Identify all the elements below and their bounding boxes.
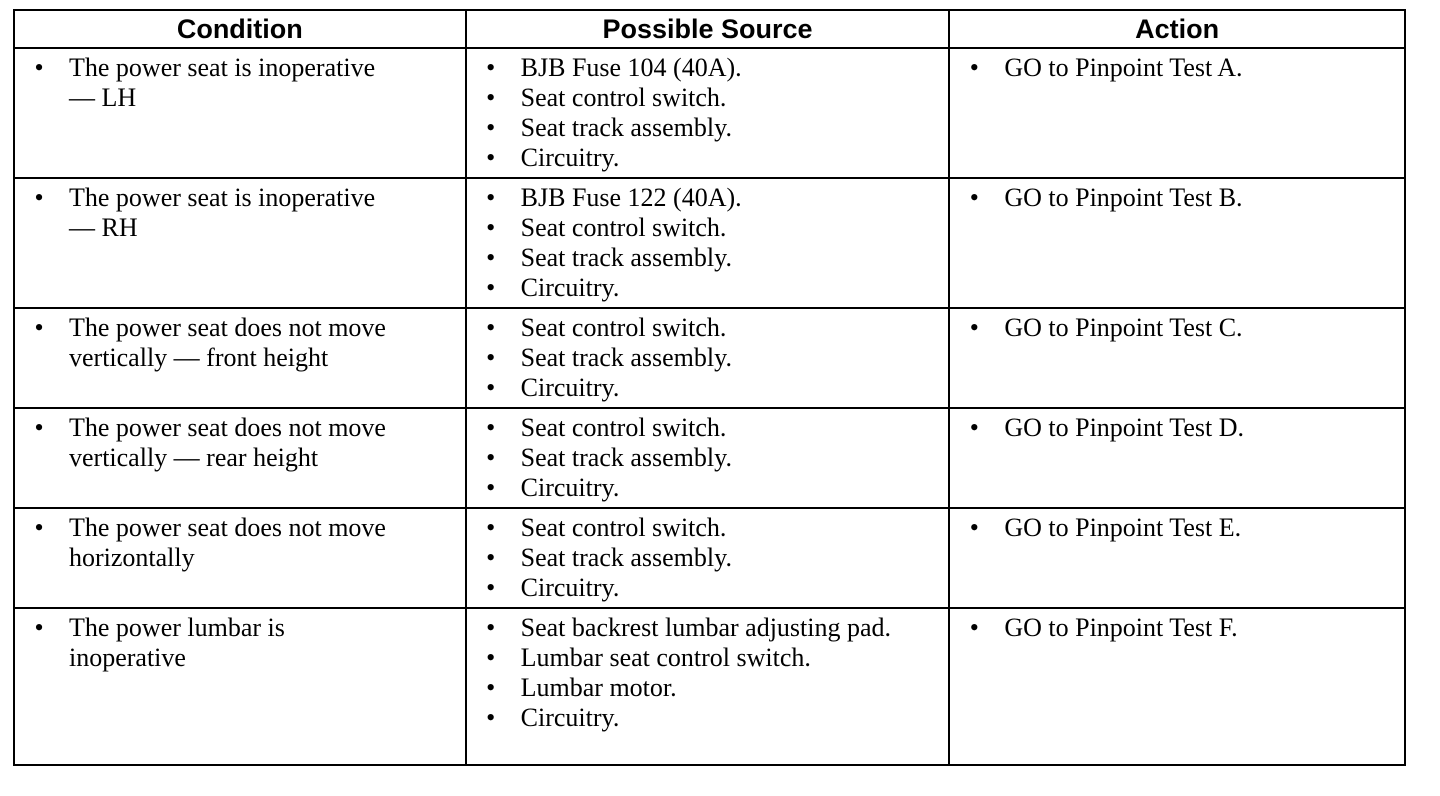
source-text: Lumbar motor. [520,673,677,702]
action-cell [949,178,1405,308]
bullet-icon: • [486,473,496,502]
action-text: GO to Pinpoint Test E. [1004,513,1242,542]
source-item [467,243,949,273]
bullet-icon: • [486,413,496,442]
bullet-icon: • [486,213,496,242]
source-text: Seat track assembly. [520,443,732,472]
source-text: Circuitry. [520,143,620,172]
source-item [467,313,949,343]
source-text: Seat control switch. [520,513,727,542]
bullet-icon: • [969,53,979,82]
action-text: GO to Pinpoint Test F. [1004,613,1238,642]
source-text: Seat control switch. [520,413,727,442]
bullet-icon: • [486,543,496,572]
source-item [467,473,949,503]
source-text: Seat track assembly. [520,543,732,572]
action-item [950,613,1404,643]
source-text: Seat control switch. [520,83,727,112]
source-text: Seat control switch. [520,313,727,342]
source-item [467,573,949,603]
bullet-icon: • [486,113,496,142]
source-text: Lumbar seat control switch. [520,643,811,672]
condition-text: The power lumbar is inoperative [69,613,285,672]
bullet-icon: • [486,673,496,702]
source-text: Seat track assembly. [520,113,732,142]
source-item [467,643,949,673]
condition-cell [14,178,466,308]
header-possible-source: Possible Source [466,10,950,48]
condition-item [15,183,465,243]
bullet-icon: • [486,513,496,542]
bullet-icon: • [486,613,496,642]
action-item [950,513,1404,543]
source-item [467,113,949,143]
action-item [950,413,1404,443]
source-text: Seat control switch. [520,213,727,242]
source-text: Circuitry. [520,273,620,302]
source-text: Seat track assembly. [520,343,732,372]
source-cell [466,408,950,508]
bullet-icon: • [34,613,44,642]
condition-cell [14,408,466,508]
source-text: Circuitry. [520,373,620,402]
action-cell [949,408,1405,508]
bullet-icon: • [486,243,496,272]
source-item [467,373,949,403]
bullet-icon: • [486,183,496,212]
action-item [950,313,1404,343]
action-cell [949,48,1405,178]
table-row [14,48,1405,178]
table-row [14,608,1405,765]
bullet-icon: • [486,373,496,402]
bullet-icon: • [486,703,496,732]
source-text: Circuitry. [520,573,620,602]
condition-item [15,413,465,473]
action-cell [949,608,1405,765]
bullet-icon: • [34,313,44,342]
bullet-icon: • [486,443,496,472]
condition-cell [14,608,466,765]
bullet-icon: • [969,183,979,212]
source-item [467,53,949,83]
source-item [467,673,949,703]
source-text: BJB Fuse 122 (40A). [520,183,742,212]
table-row [14,178,1405,308]
source-item [467,183,949,213]
bullet-icon: • [486,643,496,672]
source-cell [466,308,950,408]
bullet-icon: • [486,143,496,172]
action-cell [949,508,1405,608]
source-item [467,213,949,243]
condition-text: The power seat does not move horizontally [69,513,386,572]
action-text: GO to Pinpoint Test D. [1004,413,1244,442]
condition-item [15,313,465,373]
table-row [14,308,1405,408]
source-item [467,143,949,173]
header-action: Action [949,10,1405,48]
source-cell [466,48,950,178]
source-text: BJB Fuse 104 (40A). [520,53,742,82]
table-row [14,508,1405,608]
condition-cell [14,308,466,408]
action-cell [949,308,1405,408]
header-condition: Condition [14,10,466,48]
condition-item [15,613,465,673]
condition-cell [14,508,466,608]
source-text: Circuitry. [520,703,620,732]
action-text: GO to Pinpoint Test C. [1004,313,1243,342]
bullet-icon: • [34,413,44,442]
source-item [467,273,949,303]
table-row [14,408,1405,508]
bullet-icon: • [486,313,496,342]
source-text: Seat backrest lumbar adjusting pad. [520,613,892,642]
source-text: Circuitry. [520,473,620,502]
action-item [950,53,1404,83]
source-cell [466,608,950,765]
source-item [467,613,949,643]
action-item [950,183,1404,213]
condition-text: The power seat does not move vertically — rear height [69,413,386,472]
source-item [467,703,949,733]
condition-text: The power seat is inoperative — RH [69,183,376,242]
bullet-icon: • [486,53,496,82]
condition-item [15,513,465,573]
source-text: Seat track assembly. [520,243,732,272]
source-cell [466,178,950,308]
bullet-icon: • [34,513,44,542]
bullet-icon: • [969,413,979,442]
condition-item [15,53,465,113]
bullet-icon: • [34,183,44,212]
bullet-icon: • [486,573,496,602]
condition-text: The power seat is inoperative — LH [69,53,376,112]
bullet-icon: • [486,83,496,112]
table-header-row [14,10,1405,48]
action-text: GO to Pinpoint Test B. [1004,183,1243,212]
bullet-icon: • [969,613,979,642]
diagnostic-table [13,9,1406,766]
bullet-icon: • [486,343,496,372]
source-cell [466,508,950,608]
source-item [467,83,949,113]
source-item [467,443,949,473]
action-text: GO to Pinpoint Test A. [1004,53,1243,82]
bullet-icon: • [969,313,979,342]
condition-text: The power seat does not move vertically — front height [69,313,386,372]
source-item [467,413,949,443]
source-item [467,513,949,543]
bullet-icon: • [969,513,979,542]
source-item [467,543,949,573]
condition-cell [14,48,466,178]
bullet-icon: • [486,273,496,302]
bullet-icon: • [34,53,44,82]
source-item [467,343,949,373]
